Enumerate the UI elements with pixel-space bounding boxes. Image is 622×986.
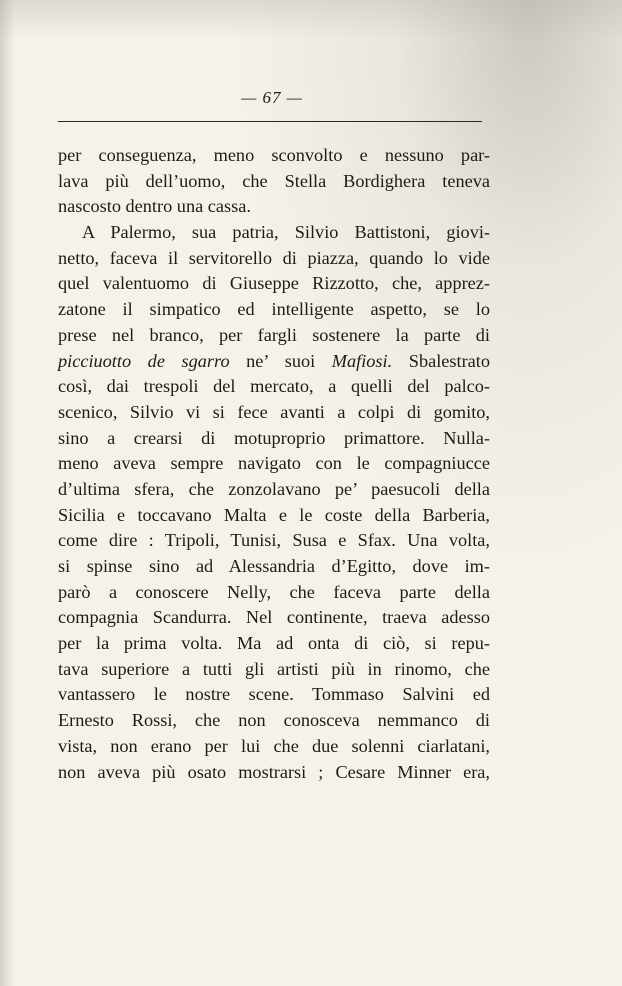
text-line: non aveva più osato mostrarsi ; Cesare Minner era,: [58, 761, 490, 782]
text-line: come dire : Tripoli, Tunisi, Susa e Sfax. Una volta,: [58, 530, 490, 551]
text-line: Sicilia e toccavano Malta e le coste della Barberia,: [58, 504, 490, 525]
text-line: scenico, Silvio vi si fece avanti a colpi di gomito,: [58, 401, 490, 422]
text-line: nascosto dentro una cassa.: [58, 196, 251, 217]
italic-text: picciuotto de sgarro: [58, 350, 230, 371]
body-text: [58, 143, 490, 785]
text-line: compagnia Scandurra. Nel continente, traeva adesso: [58, 607, 490, 628]
text-line: tava superiore a tutti gli artisti più in rinomo, che: [58, 658, 490, 679]
text-span: Sbalestrato: [392, 350, 491, 371]
text-line: vista, non erano per lui che due solenni ciarlatani,: [58, 735, 490, 756]
italic-text: Mafiosi.: [331, 350, 393, 371]
page-number: — 67 —: [241, 88, 303, 107]
text-line: d’ultima sfera, che zonzolavano pe’ paesucoli della: [58, 478, 490, 499]
text-line: [58, 349, 490, 375]
text-line: A Palermo, sua patria, Silvio Battistoni, giovi-: [82, 222, 490, 243]
text-line: Ernesto Rossi, che non conosceva nemmanco di: [58, 710, 490, 731]
text-line: si spinse sino ad Alessandria d’Egitto, dove im-: [58, 556, 490, 576]
text-line: per conseguenza, meno sconvolto e nessuno par-: [58, 145, 490, 165]
text-line: meno aveva sempre navigato con le compagniucce: [58, 453, 490, 474]
text-line: prese nel branco, per fargli sostenere la parte di: [58, 324, 490, 345]
text-line: netto, faceva il servitorello di piazza, quando lo vide: [58, 247, 490, 268]
text-line: quel valentuomo di Giuseppe Rizzotto, che, apprez-: [58, 273, 490, 294]
text-line: zatone il simpatico ed intelligente aspetto, se lo: [58, 299, 490, 320]
text-line: vantassero le nostre scene. Tommaso Salvini ed: [58, 684, 490, 705]
text-line: sino a crearsi di motuproprio primattore. Nulla-: [58, 427, 490, 448]
text-line: lava più dell’uomo, che Stella Bordighera teneva: [58, 170, 490, 191]
text-span: ne’ suoi: [229, 350, 332, 371]
text-line: parò a conoscere Nelly, che faceva parte della: [58, 581, 490, 602]
header-rule: [58, 121, 482, 122]
text-line: così, dai trespoli del mercato, a quelli del palco-: [58, 376, 490, 397]
text-line: per la prima volta. Ma ad onta di ciò, si repu-: [58, 633, 490, 654]
